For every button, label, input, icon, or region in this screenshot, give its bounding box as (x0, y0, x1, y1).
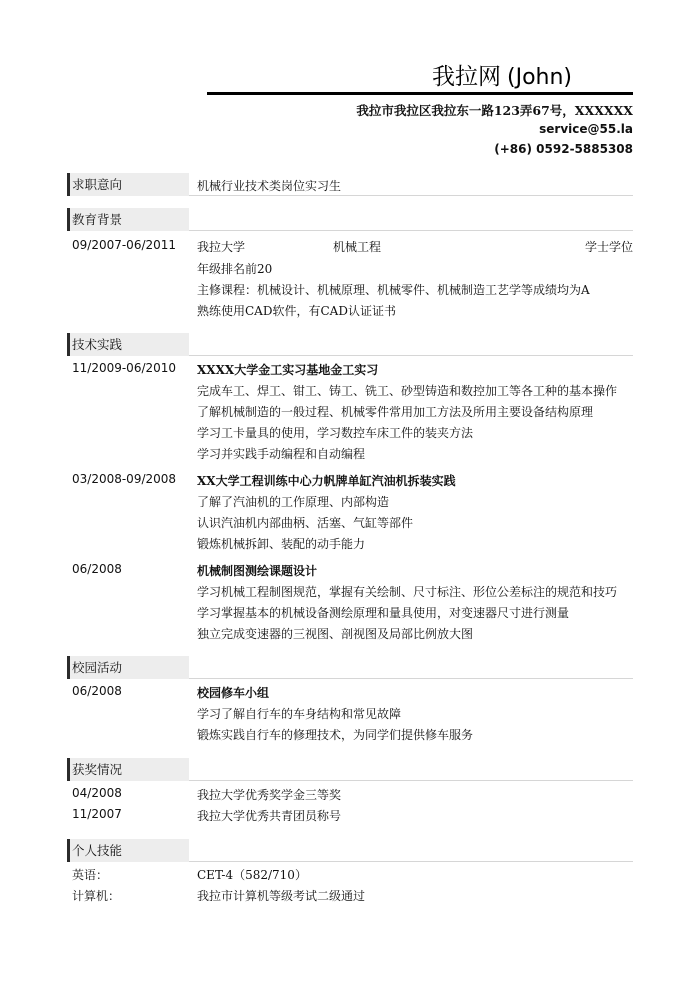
section-divider (189, 780, 633, 781)
practice-date: 03/2008-09/2008 (72, 472, 177, 486)
practice-line: 锻炼机械拆卸、装配的动手能力 (197, 537, 366, 551)
objective-text: 机械行业技术类岗位实习生 (197, 179, 342, 193)
education-degree: 学士学位 (584, 240, 633, 254)
practice-line: 完成车工、焊工、钳工、铸工、铣工、砂型铸造和数控加工等各工种的基本操作 (197, 384, 618, 398)
contact-email: service@55.la (539, 122, 633, 136)
campus-line: 锻炼实践自行车的修理技术，为同学们提供修车服务 (197, 728, 474, 742)
section-divider (189, 230, 633, 231)
contact-phone: (+86) 0592-5885308 (494, 142, 633, 156)
practice-line: 了解了汽油机的工作原理、内部构造 (197, 495, 390, 509)
section-divider (189, 861, 633, 862)
section-title-objective: 求职意向 (72, 177, 123, 192)
campus-heading: 校园修车小组 (197, 686, 270, 700)
section-divider (189, 355, 633, 356)
section-divider (189, 195, 633, 196)
contact-address: 我拉市我拉区我拉东一路123弄67号，XXXXXX (356, 103, 633, 118)
education-date: 09/2007-06/2011 (72, 238, 177, 252)
education-line: 熟练使用CAD软件，有CAD认证证书 (197, 304, 396, 318)
section-title-practice: 技术实践 (72, 337, 123, 352)
practice-line: 认识汽油机内部曲柄、活塞、气缸等部件 (197, 516, 414, 530)
education-line: 年级排名前20 (197, 262, 273, 276)
practice-line: 学习机械工程制图规范，掌握有关绘制、尺寸标注、形位公差标注的规范和技巧 (197, 585, 618, 599)
practice-line: 学习工卡量具的使用，学习数控车床工件的装夹方法 (197, 426, 474, 440)
resume-name (432, 58, 572, 91)
section-divider (189, 678, 633, 679)
practice-heading: XXXX大学金工实习基地金工实习 (197, 363, 379, 377)
award-text: 我拉大学优秀奖学金三等奖 (197, 788, 342, 802)
practice-line: 学习掌握基本的机械设备测绘原理和量具使用，对变速器尺寸进行测量 (197, 606, 570, 620)
section-title-skills: 个人技能 (72, 843, 123, 858)
section-title-education: 教育背景 (72, 212, 123, 227)
section-title-awards: 获奖情况 (72, 762, 123, 777)
education-major: 机械工程 (333, 240, 382, 254)
skill-label: 计算机： (72, 889, 121, 903)
award-date: 04/2008 (72, 786, 122, 800)
award-text: 我拉大学优秀共青团员称号 (197, 809, 342, 823)
campus-date: 06/2008 (72, 684, 122, 698)
practice-line: 学习并实践手动编程和自动编程 (197, 447, 366, 461)
name-chinese: 我拉网 (432, 64, 501, 90)
skill-label: 英语： (72, 868, 109, 882)
section-title-campus: 校园活动 (72, 660, 123, 675)
campus-line: 学习了解自行车的车身结构和常见故障 (197, 707, 402, 721)
education-school: 我拉大学 (197, 240, 246, 254)
name-english: (John) (507, 65, 573, 90)
practice-heading: XX大学工程训练中心力帆牌单缸汽油机拆装实践 (197, 474, 456, 488)
skill-text: 我拉市计算机等级考试二级通过 (197, 889, 366, 903)
practice-date: 06/2008 (72, 562, 122, 576)
skill-text: CET-4（582/710） (197, 868, 307, 882)
education-line: 主修课程：机械设计、机械原理、机械零件、机械制造工艺学等成绩均为A (197, 283, 590, 297)
header-divider (207, 92, 633, 95)
practice-heading: 机械制图测绘课题设计 (197, 564, 318, 578)
award-date: 11/2007 (72, 807, 122, 821)
practice-date: 11/2009-06/2010 (72, 361, 177, 375)
practice-line: 独立完成变速器的三视图、剖视图及局部比例放大图 (197, 627, 474, 641)
practice-line: 了解机械制造的一般过程、机械零件常用加工方法及所用主要设备结构原理 (197, 405, 594, 419)
